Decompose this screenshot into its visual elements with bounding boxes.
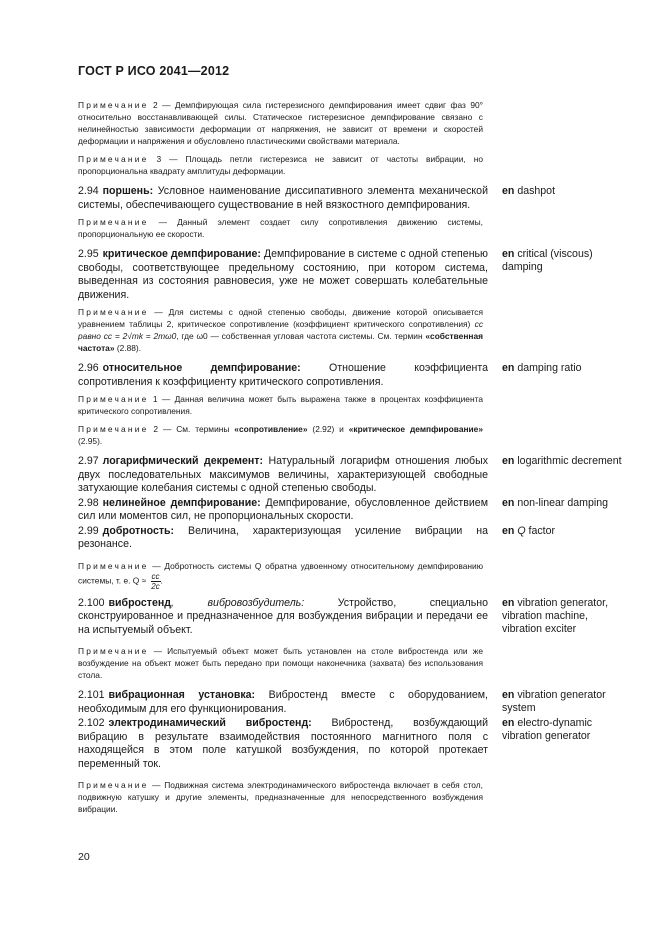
term-2-95: [78, 248, 618, 302]
document-content: [78, 99, 622, 821]
terms-t2100-note-text: — Испытуемый объект может быть установлен на столе вибростенда или же возбуждение на объект может быть передано при помощи наконечника (захвата) без использования стола.: [78, 646, 483, 680]
terms-t298-term: нелинейное демпфирование:: [102, 496, 261, 509]
terms-t295-note-text1: — Для системы с одной степенью свободы, движение которой описывается уравнением таблицы 2, критическое сопротивление (коэффициент критического сопротивления): [78, 307, 483, 329]
note-hysteresis-3: [78, 153, 483, 177]
term-2-94-en: [502, 185, 622, 198]
terms-t2102-num: 2.102: [78, 717, 105, 729]
terms-t2100-num: 2.100: [78, 596, 105, 609]
notes-top-0-label: Примечание: [78, 100, 149, 110]
term-definition-ru: [78, 689, 488, 716]
terms-t295-term: критическое демпфирование:: [102, 248, 261, 260]
terms-t2102-def: Вибростенд, возбуждающий вибрацию в результате взаимодействия постоянного магнитного поля с находящейся в этом поле катушкой возбуждения, по которой протекает переменный ток.: [78, 717, 489, 770]
terms-t2102-note-text: — Подвижная система электродинамического вибростенда включает в себя стол, подвижную катушку и другие элементы, предназначенные для непосредственного возбуждения вибрации.: [78, 780, 483, 814]
terms-t295-en-text: critical (viscous) damping: [502, 248, 593, 273]
terms-t298-def: Демпфирование, обусловленное действием сил или моментов сил, не пропорциональных скорости.: [78, 496, 488, 522]
terms-t296-def: Отношение коэффициента сопротивления к коэффициенту критического сопротивления.: [78, 362, 488, 388]
terms-t295-note-label: Примечание: [78, 307, 149, 317]
note-2-102: [78, 779, 483, 815]
term-2-102: [78, 717, 618, 771]
terms-t295-def: Демпфирование в системе с одной степенью свободы, соответствующее предельному состоянию, при котором система, выведенная из состояния равновесия, уже не может совершать колебательные движения.: [78, 248, 489, 301]
terms-t2102-en-text: electro-dynamic vibration generator: [502, 717, 593, 742]
terms-t299-note-frac-top: cc: [151, 571, 160, 581]
formula-q-factor: [151, 572, 161, 591]
terms-t2100-term: вибростенд: [108, 596, 171, 609]
terms-t299-en-text: factor: [525, 524, 556, 537]
term-2-96-en: [502, 362, 622, 375]
terms-t298-num: 2.98: [78, 496, 99, 509]
terms-t299-def: Величина, характеризующая усиление вибрации на резонансе.: [78, 524, 488, 550]
terms-t2100-alt: , вибровозбудитель:: [170, 596, 305, 609]
term-2-101: [78, 689, 618, 716]
terms-t294-note-label: Примечание: [78, 217, 149, 227]
term-2-95-en: [502, 248, 622, 274]
terms-t2101-num: 2.101: [78, 689, 105, 701]
term-2-100: [78, 597, 618, 638]
term-definition-ru: [78, 455, 488, 496]
terms-t299-en-q: Q: [514, 524, 526, 537]
terms-t2100-en-code: en: [502, 596, 515, 609]
term-definition-ru: [78, 248, 488, 302]
terms-t298-en-code: en: [502, 496, 515, 509]
terms-t299-en-code: en: [502, 524, 515, 537]
terms-t296-note2-text3: (2.95).: [78, 436, 103, 446]
terms-t2101-en-text: vibration generator system: [502, 689, 606, 714]
term-2-94: [78, 185, 618, 212]
terms-t2102-en-code: en: [502, 717, 515, 729]
term-2-98-en: [502, 497, 622, 510]
term-2-98: [78, 497, 618, 524]
terms-t296-note2-ref1: «сопротивление»: [234, 424, 308, 434]
term-definition-ru: [78, 497, 488, 524]
terms-t2102-note-label: Примечание: [78, 780, 149, 790]
term-2-97-en: [502, 455, 622, 468]
document-header: ГОСТ Р ИСО 2041—2012: [78, 64, 230, 78]
note-2-95: [78, 306, 483, 354]
note-2-96-1: [78, 393, 483, 417]
terms-t299-note-tail: .: [160, 575, 163, 586]
terms-t296-en-code: en: [502, 362, 515, 374]
term-2-97: [78, 455, 622, 496]
term-2-100-en: [502, 597, 622, 636]
terms-t296-note2-label: Примечание: [78, 424, 149, 434]
term-definition-ru: [78, 717, 488, 771]
terms-t296-num: 2.96: [78, 362, 99, 374]
terms-t297-num: 2.97: [78, 455, 99, 467]
terms-t299-term: добротность:: [102, 524, 175, 537]
term-definition-ru: [78, 525, 488, 552]
terms-t298-en-text: non-linear damping: [514, 496, 609, 509]
page-number: 20: [78, 851, 90, 863]
terms-t299-note-text: — Добротность системы Q обратна удвоенному относительному демпфированию системы, т. е. Q ≈: [78, 560, 483, 586]
note-2-100: [78, 645, 483, 681]
term-definition-ru: [78, 597, 488, 638]
terms-t297-term: логарифмический декремент:: [102, 455, 264, 467]
term-definition-ru: [78, 362, 488, 389]
notes-top-1-label: Примечание: [78, 154, 149, 164]
terms-t299-note-frac-bot: 2c: [151, 581, 160, 591]
terms-t2102-term: электродинамический вибростенд:: [108, 717, 312, 729]
terms-t2100-def: Устройство, специально сконструированное и предназначенное для возбуждения вибрации и передачи ее на испытуемый объект.: [78, 596, 488, 636]
terms-t2101-en-code: en: [502, 689, 515, 701]
formula-critical-damping: cc равно cc = 2√mk = 2mω0: [78, 319, 483, 341]
terms-t294-term: поршень:: [102, 185, 154, 197]
term-2-96: [78, 362, 618, 389]
terms-t294-en-code: en: [502, 185, 515, 197]
terms-t297-en-text: logarithmic decrement: [514, 455, 622, 467]
terms-t295-note-text2: , где ω0 — собственная угловая частота системы. См. термин: [176, 331, 426, 341]
terms-t2101-def: Вибростенд вместе с оборудованием, необходимым для его функционирования.: [78, 689, 488, 715]
terms-t2100-en-text: vibration generator, vibration machine, vibration exciter: [502, 596, 609, 635]
terms-t296-note2-text2: (2.92) и: [307, 424, 349, 434]
term-2-99: [78, 525, 618, 552]
terms-t297-en-code: en: [502, 455, 515, 467]
terms-t299-num: 2.99: [78, 524, 99, 537]
terms-t294-note-text: — Данный элемент создает силу сопротивления движению системы, пропорциональную ее скорости.: [78, 217, 483, 239]
terms-t296-term: относительное демпфирование:: [102, 362, 301, 374]
terms-t296-note1-text: 1 — Данная величина может быть выражена также в процентах коэффициента критического сопротивления.: [78, 394, 483, 416]
note-2-94: [78, 216, 483, 240]
term-2-99-en: [502, 525, 622, 538]
term-definition-ru: [78, 185, 488, 212]
terms-t295-en-code: en: [502, 248, 515, 260]
terms-t294-def: Условное наименование диссипативного элемента механической системы, обеспечивающего существование в ней вязкостного демпфирования.: [78, 185, 488, 211]
terms-t296-note2-text1: 2 — См. термины: [148, 424, 235, 434]
term-2-101-en: [502, 689, 622, 715]
term-2-102-en: [502, 717, 622, 743]
terms-t299-note-label: Примечание: [78, 560, 149, 571]
terms-t295-note-ref: «собственная частота»: [78, 331, 483, 353]
terms-t296-note2-ref2: «критическое демпфирование»: [348, 424, 483, 434]
notes-top-1-text: 3 — Площадь петли гистерезиса не зависит от частоты вибрации, но пропорциональна квадрату амплитуды деформации.: [78, 154, 483, 176]
terms-t296-note1-label: Примечание: [78, 394, 149, 404]
terms-t297-def: Натуральный логарифм отношения любых двух последовательных максимумов величины, характеризующей свободные затухающие колебания системы с одной степенью свободы.: [78, 455, 488, 494]
terms-t295-num: 2.95: [78, 248, 99, 260]
terms-t294-en-text: dashpot: [514, 185, 556, 197]
terms-t2100-note-label: Примечание: [78, 646, 149, 656]
note-2-99: [78, 560, 483, 591]
terms-t295-note-text3: (2.88).: [114, 343, 142, 353]
terms-t296-en-text: damping ratio: [514, 362, 582, 374]
terms-t294-num: 2.94: [78, 185, 99, 197]
note-2-96-2: [78, 423, 483, 447]
note-hysteresis-2: [78, 99, 483, 147]
terms-t2101-term: вибрационная установка:: [108, 689, 256, 701]
notes-top-0-text: 2 — Демпфирующая сила гистерезисного демпфирования имеет сдвиг фаз 90° относительно восстанавливающей силы. Статическое гистерезисное демпфирование связано с нелинейностью зависимости деформации от напряжения, не зависит от времени и скоростей деформации и напряжения и обусловлено пластическими свойствами материала.: [78, 100, 483, 146]
